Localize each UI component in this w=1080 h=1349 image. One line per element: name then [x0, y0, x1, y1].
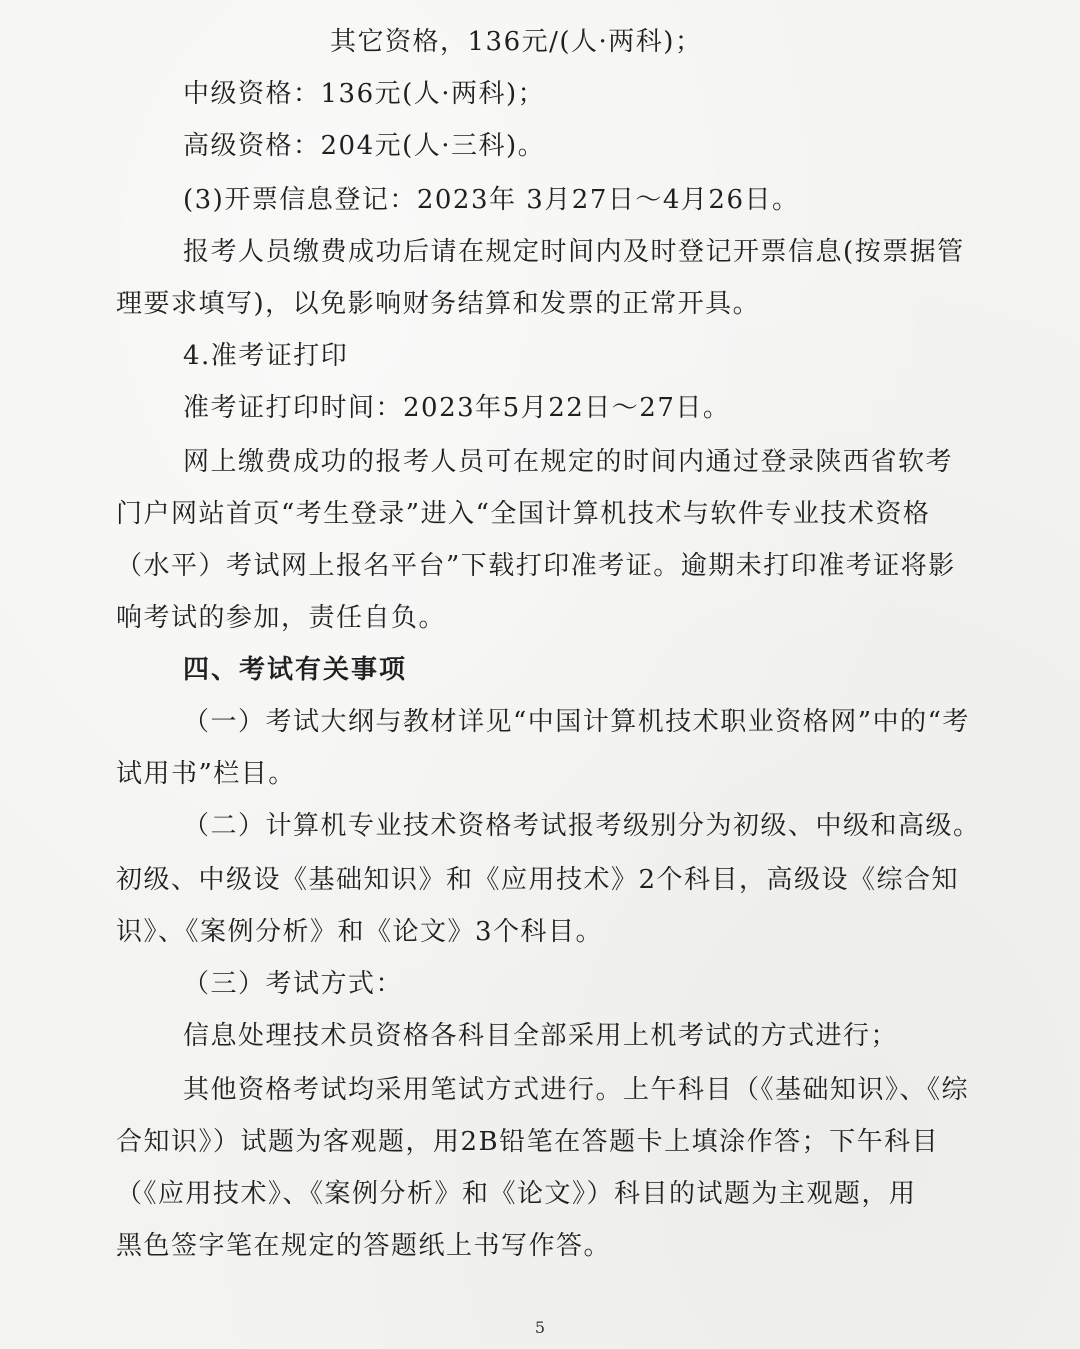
text-line: （水平）考试网上报名平台”下载打印准考证。逾期未打印准考证将影 [116, 551, 956, 581]
text-line: 中级资格：136元(人·两科)； [183, 79, 546, 109]
section-heading: 四、考试有关事项 [183, 655, 408, 685]
text-line: 合知识》）试题为客观题，用2B铅笔在答题卡上填涂作答；下午科目 [116, 1127, 940, 1157]
text-line: 黑色签字笔在规定的答题纸上书写作答。 [116, 1231, 612, 1261]
text-line: （二）计算机专业技术资格考试报考级别分为初级、中级和高级。 [183, 811, 981, 841]
text-line: （一）考试大纲与教材详见“中国计算机技术职业资格网”中的“考 [183, 707, 970, 737]
text-line: 识》、《案例分析》和《论文》3个科目。 [116, 917, 604, 947]
text-line: 试用书”栏目。 [116, 759, 296, 789]
section-subheading: 4.准考证打印 [183, 341, 349, 371]
text-line: 高级资格：204元(人·三科)。 [183, 131, 546, 161]
text-line: 报考人员缴费成功后请在规定时间内及时登记开票信息(按票据管 [183, 237, 965, 267]
text-line: 理要求填写)，以免影响财务结算和发票的正常开具。 [116, 289, 761, 319]
text-line: （三）考试方式： [183, 969, 404, 999]
text-line: 门户网站首页“考生登录”进入“全国计算机技术与软件专业技术资格 [116, 499, 931, 529]
text-line: 初级、中级设《基础知识》和《应用技术》2个科目，高级设《综合知 [116, 865, 960, 895]
text-line: 网上缴费成功的报考人员可在规定的时间内通过登录陕西省软考 [183, 447, 954, 477]
text-line: (3)开票信息登记：2023年 3月27日～4月26日。 [183, 185, 800, 215]
page-number: 5 [534, 1318, 546, 1337]
text-line: 准考证打印时间：2023年5月22日～27日。 [183, 393, 731, 423]
text-line: 响考试的参加，责任自负。 [116, 603, 447, 633]
text-line: 信息处理技术员资格各科目全部采用上机考试的方式进行； [183, 1021, 899, 1051]
text-line: （《应用技术》、《案例分析》和《论文》）科目的试题为主观题，用 [116, 1179, 917, 1209]
text-line: 其他资格考试均采用笔试方式进行。上午科目（《基础知识》、《综 [183, 1075, 970, 1105]
text-line: 其它资格，136元/(人·两科)； [330, 27, 703, 57]
